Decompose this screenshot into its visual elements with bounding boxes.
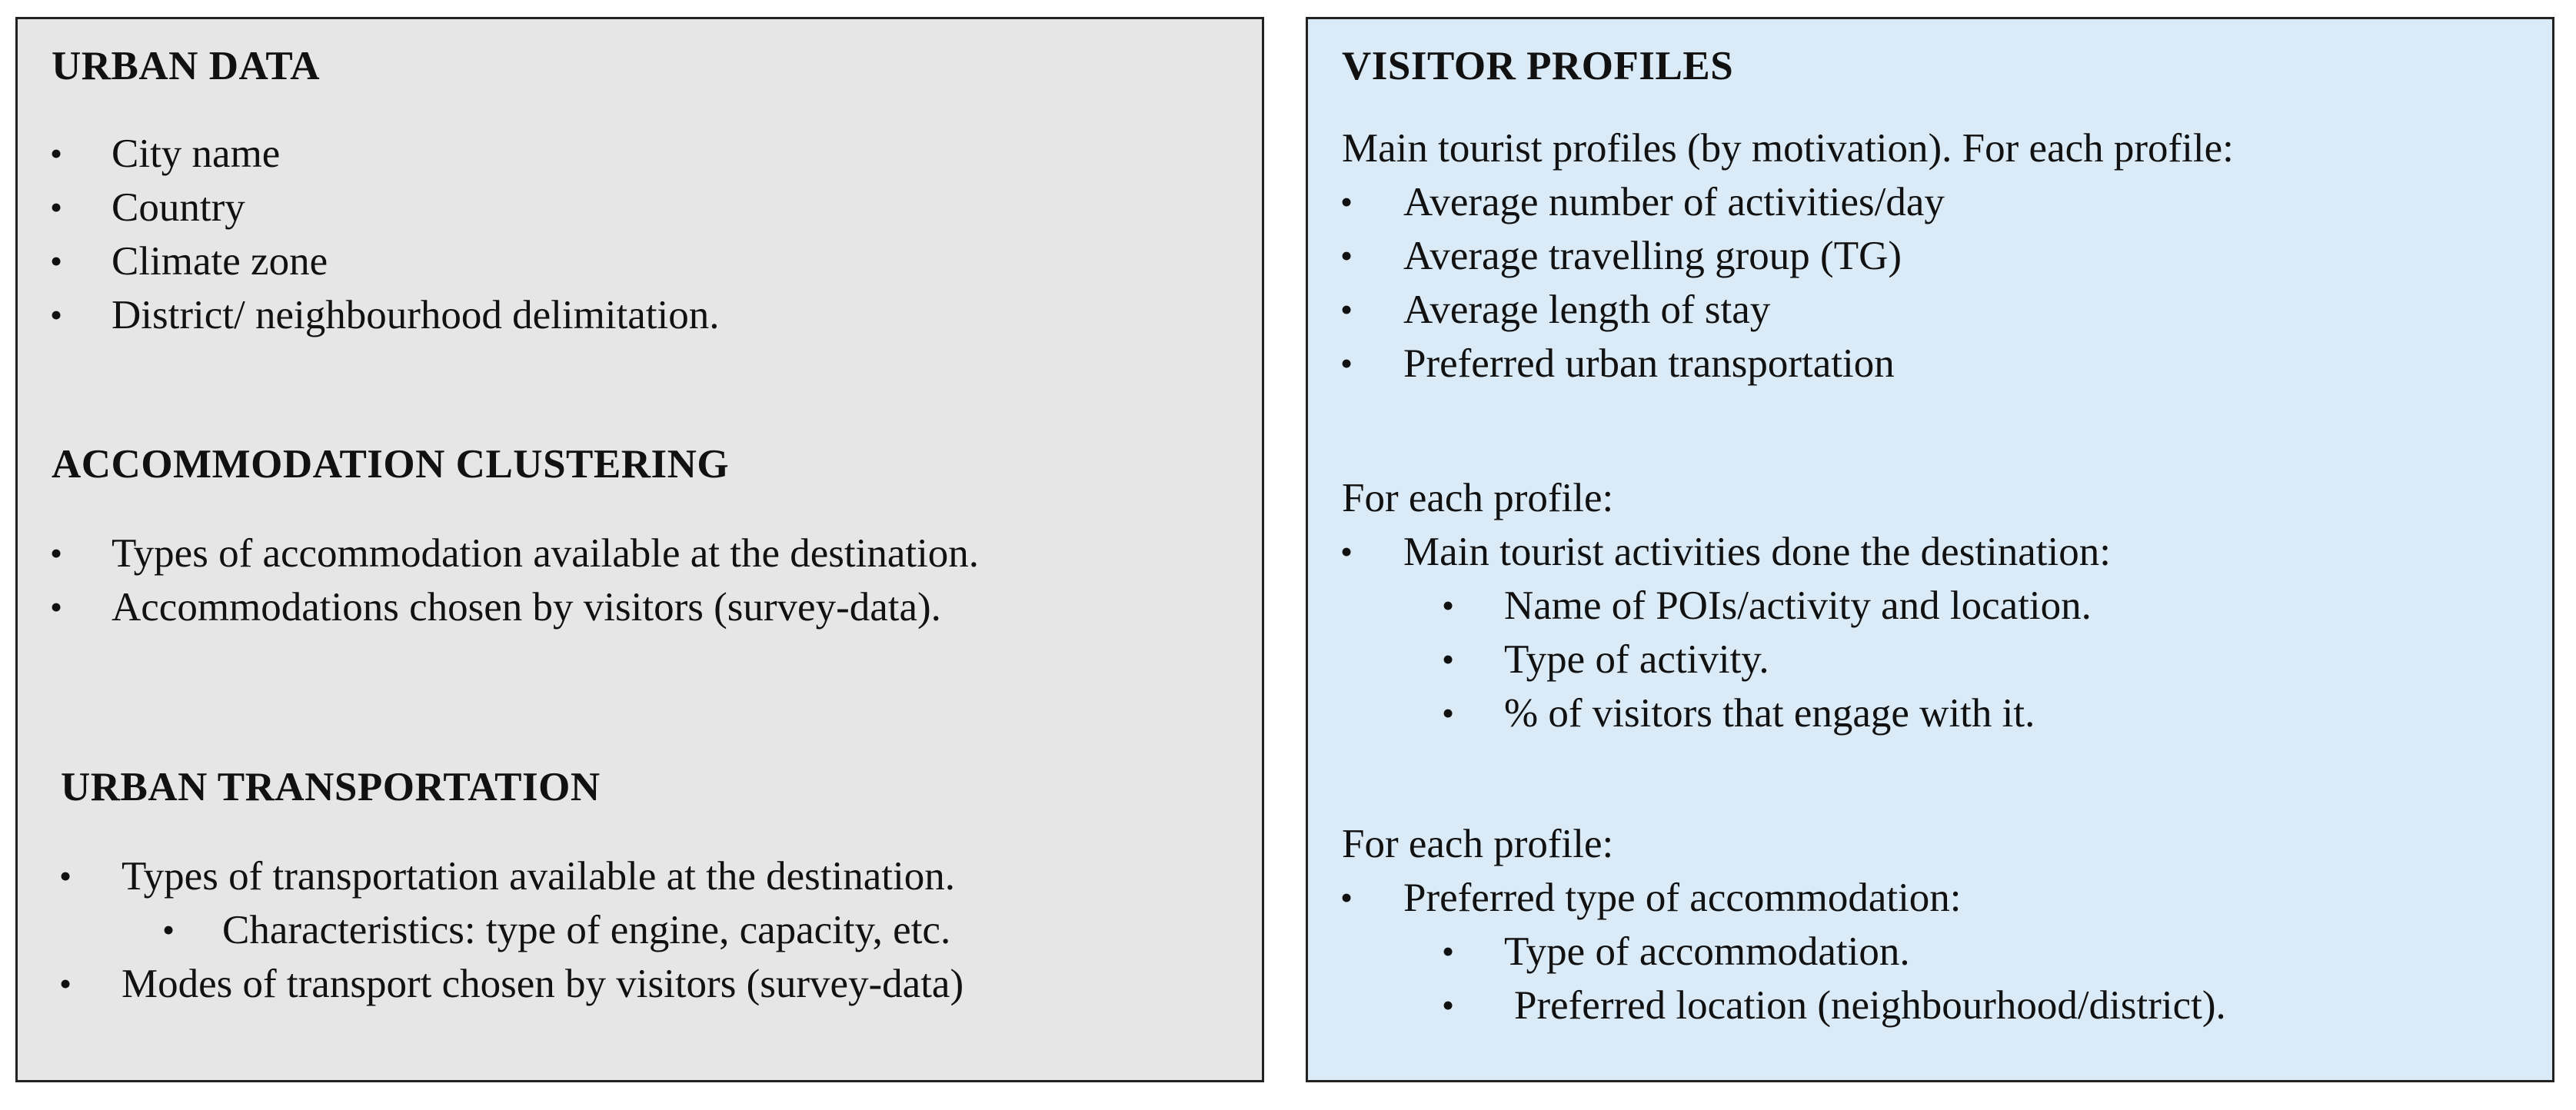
sub-bullet: •: [1442, 985, 1455, 1025]
sub-bullet: •: [1442, 932, 1455, 971]
bullet: •: [50, 295, 63, 334]
bullet: •: [50, 241, 63, 281]
sub-bullet: •: [1442, 586, 1455, 625]
profile-item: Preferred urban transportation: [1403, 341, 1895, 386]
bullet: •: [1340, 532, 1353, 571]
profile-item: Average number of activities/day: [1403, 180, 1945, 224]
accommodation-pref-item: Preferred type of accommodation:: [1403, 876, 1962, 920]
accommodation-clustering-heading: ACCOMMODATION CLUSTERING: [52, 442, 730, 487]
accommodation-pref-subitem: Type of accommodation.: [1504, 929, 1910, 974]
activities-item: Main tourist activities done the destination:: [1403, 530, 2111, 574]
bullet: •: [50, 188, 63, 227]
urban-data-item: Country: [111, 185, 245, 230]
visitor-profiles-heading: VISITOR PROFILES: [1342, 44, 1734, 88]
bullet: •: [59, 856, 72, 896]
bullet: •: [1340, 344, 1353, 383]
urban-transportation-heading: URBAN TRANSPORTATION: [61, 765, 601, 809]
profile-item: Average length of stay: [1403, 287, 1771, 332]
urban-data-item: City name: [111, 131, 281, 176]
bullet: •: [1340, 182, 1353, 221]
accommodation-pref-subitem: Preferred location (neighbourhood/district).: [1514, 983, 2226, 1028]
bullet: •: [50, 533, 63, 573]
accommodation-intro: For each profile:: [1342, 822, 1614, 866]
bullet: •: [50, 134, 63, 173]
bullet: •: [1340, 236, 1353, 275]
profiles-intro: Main tourist profiles (by motivation). For each profile:: [1342, 126, 2234, 171]
bullet: •: [1340, 878, 1353, 917]
sub-bullet: •: [1442, 693, 1455, 733]
activities-subitem: % of visitors that engage with it.: [1504, 691, 2035, 736]
sub-bullet: •: [1442, 640, 1455, 679]
bullet: •: [59, 964, 72, 1003]
activities-intro: For each profile:: [1342, 476, 1614, 520]
activities-subitem: Type of activity.: [1504, 637, 1769, 682]
bullet: •: [1340, 290, 1353, 329]
sub-bullet: •: [162, 910, 175, 949]
bullet: •: [50, 587, 63, 626]
urban-data-item: District/ neighbourhood delimitation.: [111, 293, 720, 337]
transportation-item: Types of transportation available at the destination.: [121, 854, 955, 899]
activities-subitem: Name of POIs/activity and location.: [1504, 583, 2092, 628]
urban-data-item: Climate zone: [111, 239, 328, 284]
left-panel: [15, 17, 1264, 1082]
right-panel: [1306, 17, 2554, 1082]
transportation-subitem: Characteristics: type of engine, capacity, etc.: [222, 908, 951, 952]
accommodation-item: Accommodations chosen by visitors (survey-data).: [111, 585, 941, 630]
profile-item: Average travelling group (TG): [1403, 234, 1902, 278]
urban-data-heading: URBAN DATA: [52, 44, 321, 88]
transportation-item: Modes of transport chosen by visitors (survey-data): [121, 962, 964, 1006]
accommodation-item: Types of accommodation available at the destination.: [111, 531, 980, 576]
